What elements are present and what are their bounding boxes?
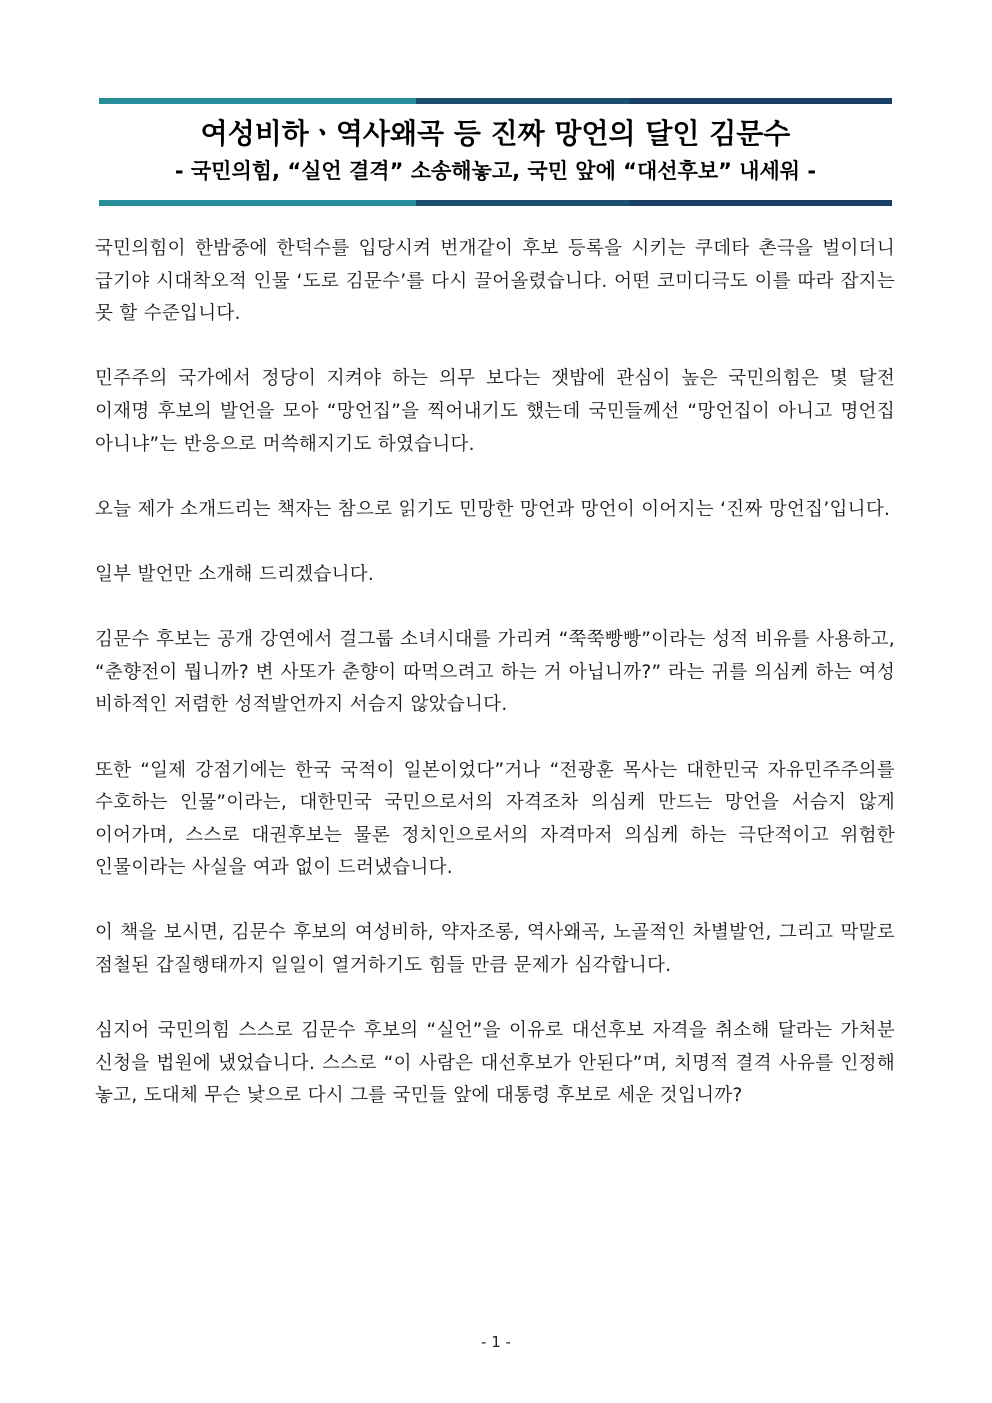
document-subtitle: - 국민의힘, “실언 결격” 소송해놓고, 국민 앞에 “대선후보” 내세워 -: [174, 159, 817, 183]
body-paragraph: 또한 “일제 강점기에는 한국 국적이 일본이었다”거나 “전광훈 목사는 대한민국 자유민주주의를 수호하는 인물”이라는, 대한민국 국민으로서의 자격조차 의심케 만드는 망언을 서슴지 않게 이어가며, 스스로 대권후보는 물론 정치인으로서의 자격마저 의심케 하는 극단적이고 위험한 인물이라는 사실을 여과 없이 드러냈습니다.: [95, 759, 895, 879]
header-rule-navy-segment: [416, 98, 630, 104]
document-body: [95, 233, 895, 1146]
header-rule-teal-segment: [99, 200, 416, 206]
body-paragraph: 이 책을 보시면, 김문수 후보의 여성비하, 약자조롱, 역사왜곡, 노골적인 차별발언, 그리고 막말로 점철된 갑질행태까지 일일이 열거하기도 힘들 만큼 문제가 심각합니다.: [95, 922, 895, 977]
header-rule-dark-navy-segment: [630, 200, 892, 206]
header-rule-navy-segment: [416, 200, 630, 206]
body-paragraph: 국민의힘이 한밤중에 한덕수를 입당시켜 번개같이 후보 등록을 시키는 쿠데타 촌극을 벌이더니 급기야 시대착오적 인물 ‘도로 김문수’를 다시 끌어올렸습니다. 어떤 코미디극도 이를 따라 잡지는 못 할 수준입니다.: [95, 238, 895, 325]
body-paragraph: 심지어 국민의힘 스스로 김문수 후보의 “실언”을 이유로 대선후보 자격을 취소해 달라는 가처분 신청을 법원에 냈었습니다. 스스로 “이 사람은 대선후보가 안된다”며, 치명적 결격 사유를 인정해 놓고, 도대체 무슨 낯으로 다시 그를 국민들 앞에 대통령 후보로 세운 것입니까?: [95, 1020, 895, 1107]
header-bottom-rule: [99, 200, 892, 206]
body-paragraph: 일부 발언만 소개해 드리겠습니다.: [95, 563, 375, 585]
page-number: - 1 -: [481, 1333, 511, 1351]
header-top-rule: [99, 98, 892, 104]
header-rule-teal-segment: [99, 98, 416, 104]
body-paragraph: 김문수 후보는 공개 강연에서 걸그룹 소녀시대를 가리켜 “쭉쭉빵빵”이라는 성적 비유를 사용하고, “춘향전이 뭡니까? 변 사또가 춘향이 따먹으려고 하는 거 아닙니까?” 라는 귀를 의심케 하는 여성 비하적인 저렴한 성적발언까지 서슴지 않았습니다.: [95, 629, 895, 716]
body-paragraph: 민주주의 국가에서 정당이 지켜야 하는 의무 보다는 잿밥에 관심이 높은 국민의힘은 몇 달전 이재명 후보의 발언을 모아 “망언집”을 찍어내기도 했는데 국민들께선 “망언집이 아니고 명언집 아니냐”는 반응으로 머쓱해지기도 하였습니다.: [95, 368, 895, 455]
header-rule-dark-navy-segment: [630, 98, 892, 104]
body-paragraph: 오늘 제가 소개드리는 책자는 참으로 읽기도 민망한 망언과 망언이 이어지는 ‘진짜 망언집’입니다.: [95, 498, 891, 520]
document-title: 여성비하ㆍ역사왜곡 등 진짜 망언의 달인 김문수: [200, 117, 791, 150]
